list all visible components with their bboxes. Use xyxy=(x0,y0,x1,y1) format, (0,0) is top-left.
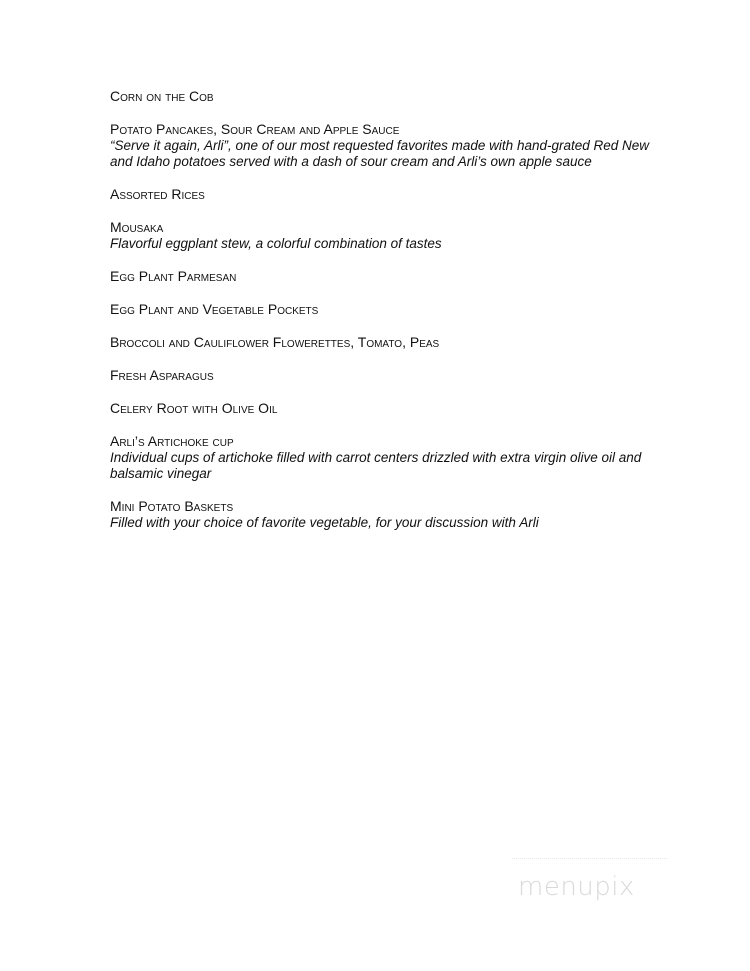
menu-item xyxy=(110,88,670,105)
menu-item-name: Broccoli and Cauliflower Flowerettes, Tomato, Peas xyxy=(110,334,440,350)
menu-item-name: Mini Potato Baskets xyxy=(110,498,234,514)
menu-item xyxy=(110,301,670,318)
menu-item xyxy=(110,433,670,482)
menu-item-name: Egg Plant and Vegetable Pockets xyxy=(110,301,319,317)
menupix-watermark xyxy=(512,858,667,908)
menu-item xyxy=(110,400,670,417)
menu-list xyxy=(110,88,670,547)
menu-item xyxy=(110,268,670,285)
menu-item-name: Assorted Rices xyxy=(110,186,205,202)
menu-item xyxy=(110,334,670,351)
menu-item-name: Mousaka xyxy=(110,219,164,235)
menu-item-description: “Serve it again, Arli”, one of our most requested favorites made with hand-grated Red New and Idaho potatoes served with a dash of sour cream and Arli’s own apple sauce xyxy=(110,138,650,169)
menu-item xyxy=(110,498,670,531)
menu-item xyxy=(110,121,670,170)
menu-item-description: Filled with your choice of favorite vegetable, for your discussion with Arli xyxy=(110,515,539,530)
menu-item-name: Potato Pancakes, Sour Cream and Apple Sauce xyxy=(110,121,400,137)
menu-item-name: Celery Root with Olive Oil xyxy=(110,400,278,416)
menu-item-description: Individual cups of artichoke filled with carrot centers drizzled with extra virgin olive oil and balsamic vinegar xyxy=(110,450,642,481)
menu-item-name: Arli’s Artichoke cup xyxy=(110,433,234,449)
menu-item-description: Flavorful eggplant stew, a colorful combination of tastes xyxy=(110,236,442,251)
menu-item xyxy=(110,186,670,203)
menu-item-name: Corn on the Cob xyxy=(110,88,214,104)
watermark-divider xyxy=(512,858,667,859)
menu-item xyxy=(110,219,670,252)
menu-item-name: Fresh Asparagus xyxy=(110,367,214,383)
menu-item-name: Egg Plant Parmesan xyxy=(110,268,237,284)
watermark-logo-text: menupix xyxy=(518,872,635,902)
menu-item xyxy=(110,367,670,384)
